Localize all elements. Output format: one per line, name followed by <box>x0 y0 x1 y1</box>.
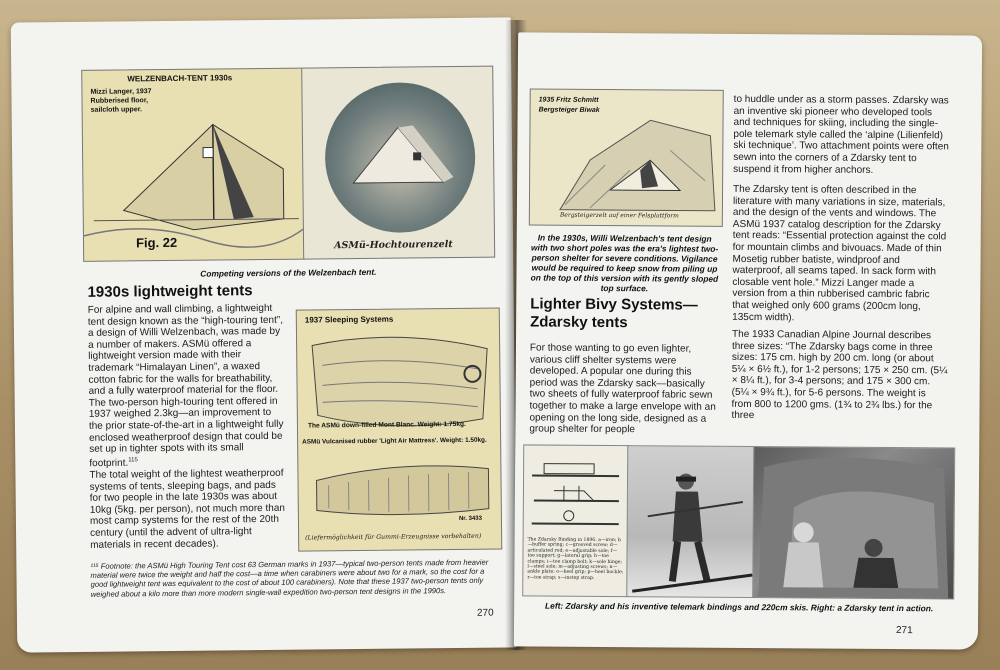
air-mattress-label: ASMü Vulcanised rubber 'Light Air Mattress'. Weight: 1.50kg. <box>302 436 487 446</box>
bivouac-drawing <box>530 89 723 225</box>
tent-people-figure <box>753 447 954 598</box>
catalog-number: Nr. 3433 <box>458 515 482 522</box>
footnote: ¹¹⁵ Footnote: the ASMü High Touring Tent cost 63 German marks in 1937—typical two-person tents made from heavier material were twice the weight and half the cost—a time when carabiners were about two for a mark, so the cost for a good lightweight tent was equivalent to the cost of about 100 carabiners). Note that these 1937 two-person tents only weighed about a kilo more than more modern single-wall expedition two-person tent designs in the 1990s. <box>90 557 489 599</box>
section-title: Zdarsky tents <box>530 313 628 332</box>
sleeping-bag-drawing <box>297 309 502 551</box>
page-number: 270 <box>476 607 494 619</box>
body-paragraph: The 1933 Canadian Alpine Journal describes three sizes: “The Zdarsky bags come in three sizes: 175 cm. high by 200 cm. long (or about 5¼ × 6½ ft.), for 1-2 persons; 175 × 250 cm. (5¼ × 8¼ ft.), for 3-4 persons; and 175 × 300 cm. (5¼ × 9¾ ft.), for 5-6 persons. The weight is from 800 to 1200 gms. (1¾ to 2¾ lbs.) for the three <box>731 328 948 422</box>
asmu-tent-photo <box>301 66 495 260</box>
figure-caption: Competing versions of the Welzenbach tent. <box>200 266 377 279</box>
welzenbach-tent-figure <box>81 68 305 262</box>
figure-note: Mizzi Langer, 1937 <box>90 88 152 96</box>
body-paragraph: For those wanting to go even lighter, various cliff shelter systems were developed. A popular one during this period was the Zdarsky sack—basically two sheets of fully waterproof fabric sewn together to make a large envelope with an opening on the long side, designed as a group shelter for people <box>529 342 716 436</box>
body-paragraph: The total weight of the lightest weatherproof systems of tents, sleeping bags, and pads for two people in the late 1930s was about 10kg (5kg. per person), not much more than most camp systems for the rest of the 20th century (until the advent of ultra-light materials in recent decades). <box>89 467 285 551</box>
body-paragraph: to huddle under as a storm passes. Zdarsky was an inventive ski pioneer who developed tools and techniques for skiing, including the single-pole telemark style called the ‘alpine (Lilienfeld) ski technique’. Two attachment points were often sewn into the corners of a Zdarsky tent to suspend it from higher anchors. <box>733 93 949 176</box>
figure-label: 1935 Fritz Schmitt <box>538 96 599 104</box>
section-title: Lighter Bivy Systems— <box>530 295 698 314</box>
figure-note: Rubberised floor, <box>90 97 149 105</box>
body-paragraph <box>88 303 288 470</box>
section-title: 1930s lightweight tents <box>87 282 253 301</box>
skier-figure <box>627 446 754 597</box>
left-page <box>11 17 518 652</box>
zdarsky-tent-photo <box>752 446 955 599</box>
tent-shape <box>302 67 494 259</box>
paragraph-text: For alpine and wall climbing, a lightweight tent design known as the “high-touring tent”, a design of Willi Welzenbach, was made by a number of makers. ASMü offered a lightweight version made with their trademark “Himalayan Linen”, a waxed cotton fabric for the walls for breathability, and a fully waterproof material for the floor. The two-person high-touring tent offered in 1937 weighed 2.3kg—an improvement to the prior state-of-the-art in a lightweight fully enclosed weatherproof design that could be set up in tighter spots with its small footprint. <box>87 302 284 469</box>
right-page <box>514 32 982 649</box>
figure-caption: In the 1930s, Willi Welzenbach's tent design with two short poles was the era's lightest two-person shelter for severe conditions. Vigilance would be required to keep snow from piling up on the top of this version with its gently sloped top surface. <box>530 232 719 294</box>
body-paragraph: The Zdarsky tent is often described in the literature with many variations in size, materials, and the design of the vents and windows. The ASMü 1937 catalog description for the Zdarsky tent reads: “Essential protection against the cold for mountain climbs and bivouacs. Made of thin Mosetig rubber batiste, windproof and waterproof, all seams taped. In sack form with closable vent hole.” Mizzi Langer made a version from a thin rubberised cambric fabric that weighed only 600 grams (200cm long, 135cm width). <box>732 183 947 323</box>
page-number: 271 <box>895 625 913 637</box>
binding-caption: The Zdarsky Binding in 1896. a—iron; b—buffer spring; c—grooved screw; d—articulated rod; e—adjustable sole; f—toe support; g—lateral grip; h—toe clamps; i—toe clamp bolt; k—sole hinge; l—steel sole; m—adjusting screws; n—ankle plate; o—heel grip; p—heel buckle; r—toe strap; s—instep strap. <box>527 537 624 581</box>
figure-heading: WELZENBACH-TENT 1930s <box>127 73 233 84</box>
figure-number: Fig. 22 <box>135 234 178 251</box>
zdarsky-skiing-photo <box>626 445 755 598</box>
sleeping-bag-label: The ASMü down-filled Mont Blanc. Weight: 1.75kg. <box>307 420 466 430</box>
figure-sublabel: Bergsteigerzelt auf einer Felsplattform <box>559 211 679 220</box>
bivouac-figure <box>529 88 724 226</box>
tent-drawing <box>82 69 304 261</box>
availability-note: (Liefermöglichkeit für Gummi-Erzeugnisse vorbehalten) <box>305 532 482 542</box>
tent-photo-label: ASMü-Hochtourenzelt <box>334 239 453 252</box>
figure-note: sailcloth upper. <box>90 106 143 114</box>
binding-diagram <box>522 444 629 597</box>
figure-heading: 1937 Sleeping Systems <box>304 314 394 325</box>
sleeping-systems-figure <box>296 308 503 552</box>
footnote-ref: 115 <box>128 457 138 464</box>
figure-label: Bergsteiger Biwak <box>538 106 600 114</box>
figure-caption: Left: Zdarsky and his inventive telemark bindings and 220cm skis. Right: a Zdarsky tent in action. <box>545 600 934 614</box>
